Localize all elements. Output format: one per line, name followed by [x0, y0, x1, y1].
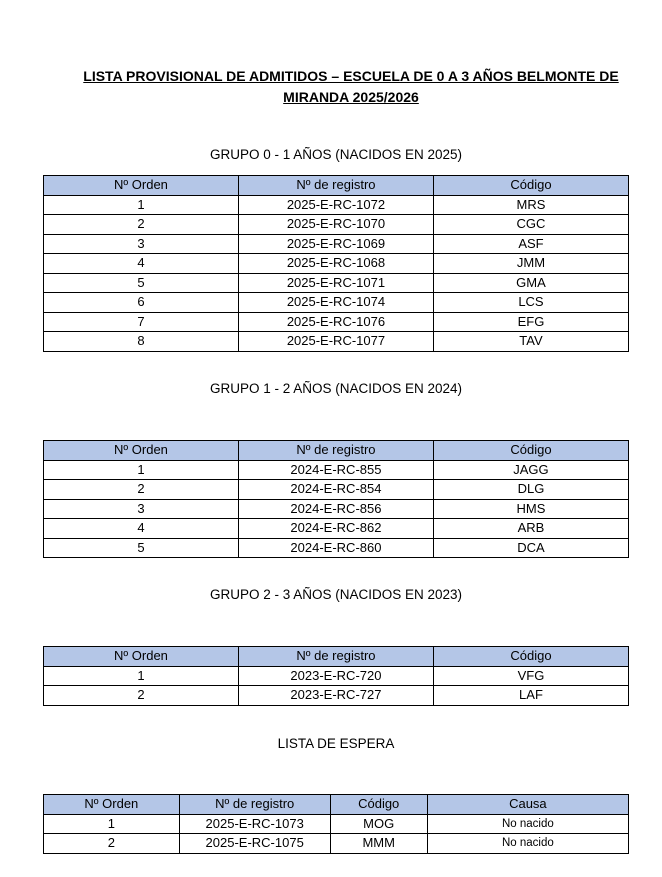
orden-cell: 2: [44, 480, 239, 500]
header-registro: Nº de registro: [238, 647, 433, 667]
header-orden: Nº Orden: [44, 647, 239, 667]
orden-cell: 1: [44, 195, 239, 215]
codigo-cell: HMS: [433, 499, 628, 519]
codigo-cell: VFG: [433, 666, 628, 686]
header-codigo: Código: [433, 176, 628, 196]
header-codigo: Código: [330, 795, 427, 815]
orden-cell: 3: [44, 499, 239, 519]
registro-cell: 2024-E-RC-860: [238, 538, 433, 558]
orden-cell: 7: [44, 312, 239, 332]
orden-cell: 5: [44, 538, 239, 558]
codigo-cell: MOG: [330, 814, 427, 834]
registro-cell: 2025-E-RC-1071: [238, 273, 433, 293]
orden-cell: 1: [44, 666, 239, 686]
registro-cell: 2024-E-RC-862: [238, 519, 433, 539]
orden-cell: 2: [44, 686, 239, 706]
orden-cell: 2: [44, 215, 239, 235]
table-row: [44, 195, 629, 215]
group-1-title: GRUPO 1 - 2 AÑOS (NACIDOS EN 2024): [209, 381, 463, 396]
table-row: [44, 686, 629, 706]
group-2-title: GRUPO 2 - 3 AÑOS (NACIDOS EN 2023): [209, 587, 463, 602]
group-1-table: [43, 440, 629, 558]
table-row: [44, 460, 629, 480]
waitlist-title: LISTA DE ESPERA: [277, 736, 395, 751]
table-row: [44, 538, 629, 558]
header-orden: Nº Orden: [44, 795, 180, 815]
orden-cell: 1: [44, 814, 180, 834]
title-line-2: MIRANDA 2025/2026: [283, 89, 419, 105]
codigo-cell: EFG: [433, 312, 628, 332]
codigo-cell: ARB: [433, 519, 628, 539]
registro-cell: 2025-E-RC-1069: [238, 234, 433, 254]
codigo-cell: GMA: [433, 273, 628, 293]
table-header-row: [44, 795, 629, 815]
group-0-table: [43, 175, 629, 352]
header-registro: Nº de registro: [238, 441, 433, 461]
codigo-cell: ASF: [433, 234, 628, 254]
waitlist-table: [43, 794, 629, 854]
registro-cell: 2025-E-RC-1077: [238, 332, 433, 352]
table-row: [44, 234, 629, 254]
header-registro: Nº de registro: [238, 176, 433, 196]
orden-cell: 2: [44, 834, 180, 854]
orden-cell: 5: [44, 273, 239, 293]
registro-cell: 2025-E-RC-1074: [238, 293, 433, 313]
codigo-cell: JAGG: [433, 460, 628, 480]
document-title: [40, 66, 662, 108]
table-row: [44, 293, 629, 313]
waitlist-body: [44, 814, 629, 853]
codigo-cell: JMM: [433, 254, 628, 274]
codigo-cell: LAF: [433, 686, 628, 706]
header-codigo: Código: [433, 441, 628, 461]
title-line-1: LISTA PROVISIONAL DE ADMITIDOS – ESCUELA DE 0 A 3 AÑOS BELMONTE DE: [83, 68, 619, 84]
codigo-cell: LCS: [433, 293, 628, 313]
orden-cell: 4: [44, 254, 239, 274]
table-row: [44, 254, 629, 274]
codigo-cell: DCA: [433, 538, 628, 558]
header-codigo: Código: [433, 647, 628, 667]
registro-cell: 2025-E-RC-1068: [238, 254, 433, 274]
orden-cell: 8: [44, 332, 239, 352]
table-row: [44, 519, 629, 539]
orden-cell: 1: [44, 460, 239, 480]
group-0-title: GRUPO 0 - 1 AÑOS (NACIDOS EN 2025): [209, 147, 463, 162]
table-row: [44, 312, 629, 332]
group-1-body: [44, 460, 629, 558]
table-row: [44, 480, 629, 500]
codigo-cell: MMM: [330, 834, 427, 854]
registro-cell: 2025-E-RC-1072: [238, 195, 433, 215]
registro-cell: 2025-E-RC-1070: [238, 215, 433, 235]
registro-cell: 2023-E-RC-727: [238, 686, 433, 706]
table-row: [44, 834, 629, 854]
header-orden: Nº Orden: [44, 176, 239, 196]
header-registro: Nº de registro: [179, 795, 330, 815]
orden-cell: 3: [44, 234, 239, 254]
table-row: [44, 332, 629, 352]
header-causa: Causa: [427, 795, 628, 815]
group-0-body: [44, 195, 629, 351]
table-header-row: [44, 176, 629, 196]
header-orden: Nº Orden: [44, 441, 239, 461]
codigo-cell: CGC: [433, 215, 628, 235]
registro-cell: 2023-E-RC-720: [238, 666, 433, 686]
orden-cell: 6: [44, 293, 239, 313]
group-2-table: [43, 646, 629, 706]
registro-cell: 2025-E-RC-1073: [179, 814, 330, 834]
registro-cell: 2025-E-RC-1076: [238, 312, 433, 332]
registro-cell: 2025-E-RC-1075: [179, 834, 330, 854]
registro-cell: 2024-E-RC-854: [238, 480, 433, 500]
registro-cell: 2024-E-RC-855: [238, 460, 433, 480]
table-row: [44, 215, 629, 235]
codigo-cell: TAV: [433, 332, 628, 352]
table-row: [44, 499, 629, 519]
table-row: [44, 273, 629, 293]
causa-cell: No nacido: [427, 834, 628, 854]
codigo-cell: DLG: [433, 480, 628, 500]
table-row: [44, 666, 629, 686]
table-header-row: [44, 647, 629, 667]
table-row: [44, 814, 629, 834]
codigo-cell: MRS: [433, 195, 628, 215]
orden-cell: 4: [44, 519, 239, 539]
group-2-body: [44, 666, 629, 705]
table-header-row: [44, 441, 629, 461]
causa-cell: No nacido: [427, 814, 628, 834]
registro-cell: 2024-E-RC-856: [238, 499, 433, 519]
